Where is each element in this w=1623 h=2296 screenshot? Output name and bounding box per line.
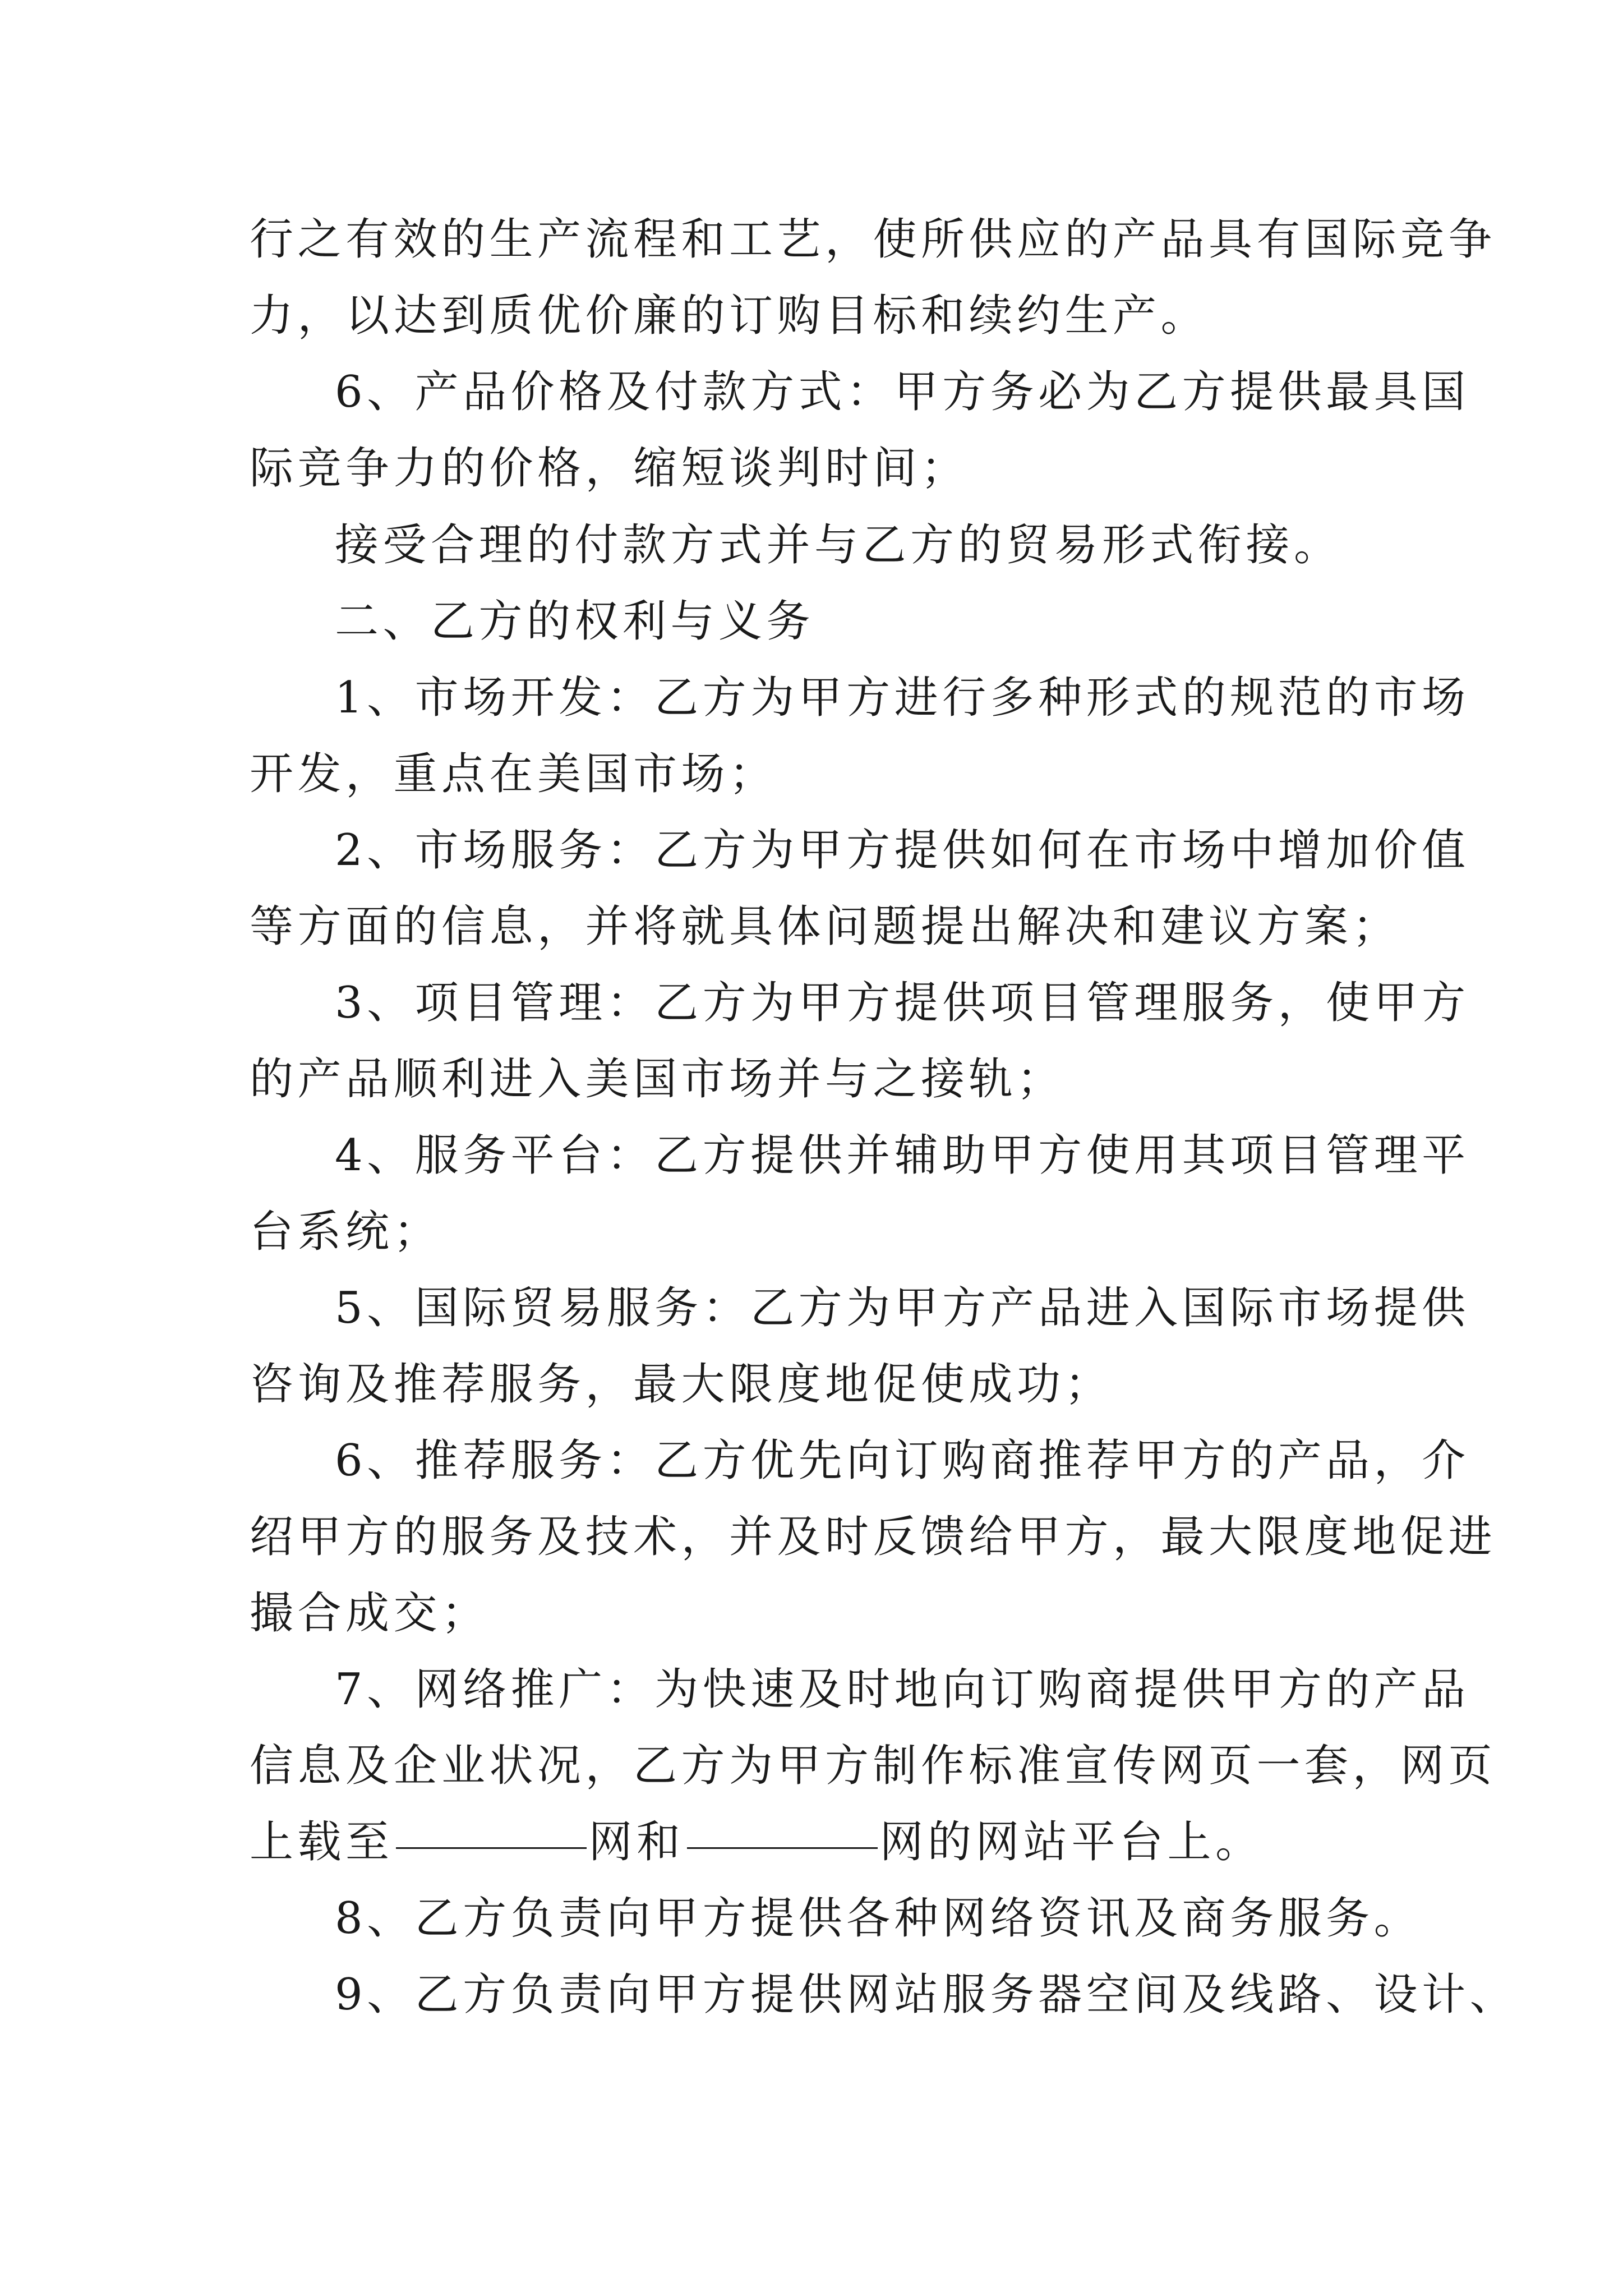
fill-in-blank <box>396 1845 587 1849</box>
fill-in-blank <box>687 1845 878 1849</box>
text-line: 接受合理的付款方式并与乙方的贸易形式衔接。 <box>335 520 1342 570</box>
text-line-with-blanks <box>250 1811 1264 1873</box>
text-line: 撮合成交； <box>250 1588 490 1639</box>
text-line: 际竞争力的价格，缩短谈判时间； <box>250 443 969 494</box>
text-line: 力，以达到质优价廉的订购目标和续约生产。 <box>250 291 1209 341</box>
text-fragment: 网的网站平台上。 <box>879 1817 1264 1867</box>
text-fragment: 网和 <box>588 1817 685 1867</box>
text-line: 2、市场服务：乙方为甲方提供如何在市场中增加价值 <box>335 825 1470 876</box>
section-heading: 二、乙方的权利与义务 <box>335 596 815 647</box>
text-line: 8、乙方负责向甲方提供各种网络资讯及商务服务。 <box>335 1893 1422 1944</box>
text-line: 咨询及推荐服务，最大限度地促使成功； <box>250 1359 1113 1410</box>
text-line: 信息及企业状况，乙方为甲方制作标准宣传网页一套，网页 <box>250 1741 1497 1791</box>
text-fragment: 上载至 <box>250 1817 394 1867</box>
text-line: 开发，重点在美国市场； <box>250 749 777 799</box>
text-line: 9、乙方负责向甲方提供网站服务器空间及线路、设计、 <box>335 1970 1518 2020</box>
text-line: 绍甲方的服务及技术，并及时反馈给甲方，最大限度地促进 <box>250 1512 1497 1562</box>
text-line: 4、服务平台：乙方提供并辅助甲方使用其项目管理平 <box>335 1130 1470 1181</box>
text-line: 5、国际贸易服务：乙方为甲方产品进入国际市场提供 <box>335 1283 1470 1333</box>
text-line: 行之有效的生产流程和工艺，使所供应的产品具有国际竞争 <box>250 214 1497 265</box>
text-line: 等方面的信息，并将就具体问题提出解决和建议方案； <box>250 901 1401 952</box>
text-line: 3、项目管理：乙方为甲方提供项目管理服务，使甲方 <box>335 978 1470 1028</box>
text-line: 1、市场开发：乙方为甲方进行多种形式的规范的市场 <box>335 673 1470 723</box>
text-line: 7、网络推广：为快速及时地向订购商提供甲方的产品 <box>335 1664 1470 1715</box>
text-line: 6、产品价格及付款方式：甲方务必为乙方提供最具国 <box>335 367 1470 417</box>
text-line: 6、推荐服务：乙方优先向订购商推荐甲方的产品，介 <box>335 1435 1470 1486</box>
text-line: 的产品顺利进入美国市场并与之接轨； <box>250 1054 1065 1105</box>
text-line: 台系统； <box>250 1207 442 1257</box>
